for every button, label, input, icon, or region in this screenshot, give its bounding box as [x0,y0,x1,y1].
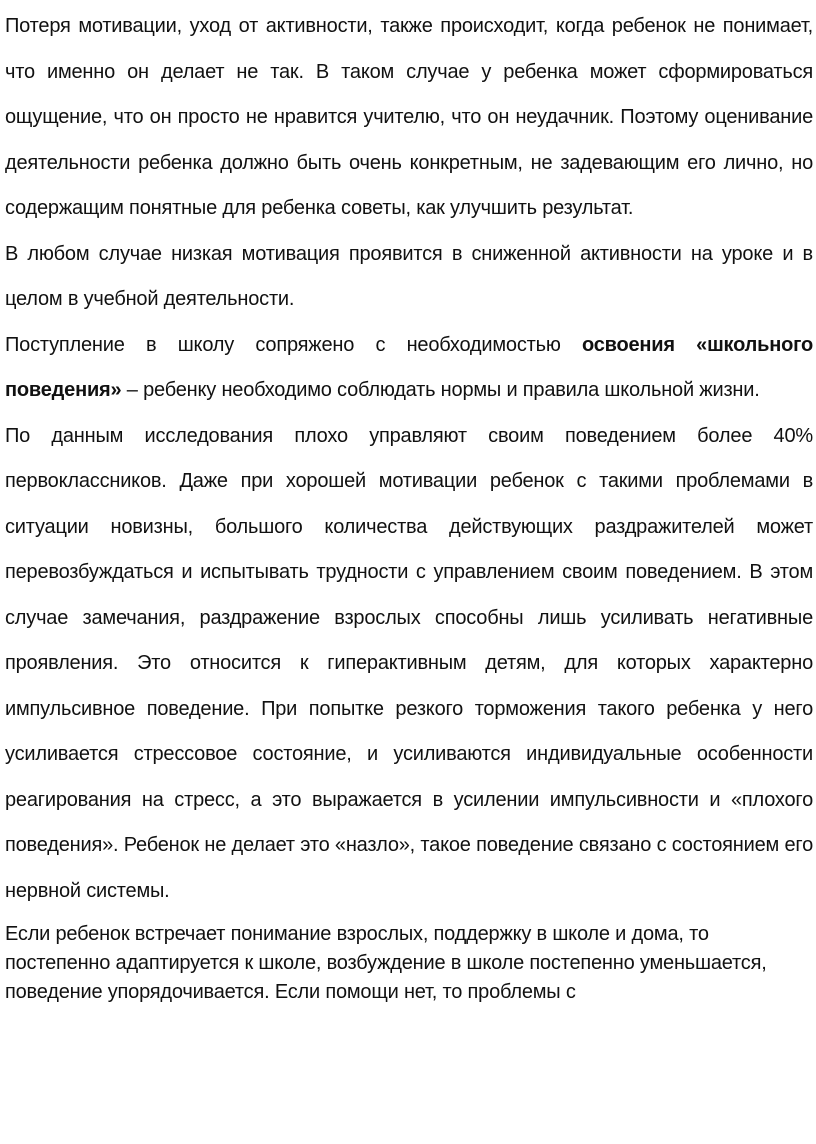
paragraph-adaptation: Если ребенок встречает понимание взрослых, поддержку в школе и дома, то постепенно адаптируется к школе, возбуждение в школе постепенно уменьшается, поведение упорядочивается. Если помощи нет, то проблемы с [5,923,767,1003]
paragraph-low-motivation: В любом случае низкая мотивация проявится в сниженной активности на уроке и в целом в учебной деятельности. [5,242,813,310]
paragraph-school-behavior-intro: Поступление в школу сопряжено с необходимостью [5,333,582,356]
document-body [5,4,813,1027]
paragraph-school-behavior-rest: – ребенку необходимо соблюдать нормы и правила школьной жизни. [121,379,760,401]
paragraph-school-behavior [5,323,813,414]
school-behavior-emphasis: освоения «школьного поведения» [5,333,813,401]
paragraph-research-behavior: По данным исследования плохо управляют своим поведением более 40% первоклассников. Даже при хорошей мотивации ребенок с такими проблемами в ситуации новизны, большого количества действующих раздражителей может перевозбуждаться и испытывать трудности с управлением своим поведением. В этом случае замечания, раздражение взрослых способны лишь усиливать негативные проявления. Это относится к гиперактивным детям, для которых характерно импульсивное поведение. При попытке резкого торможения такого ребенка у него усиливается стрессовое состояние, и усиливаются индивидуальные особенности реагирования на стресс, а это выражается в усилении импульсивности и «плохого поведения». Ребенок не делает это «назло», такое поведение связано с состоянием его нервной системы. [5,424,813,902]
paragraph-motivation-loss: Потеря мотивации, уход от активности, также происходит, когда ребенок не понимает, что именно он делает не так. В таком случае у ребенка может сформироваться ощущение, что он просто не нравится учителю, что он неудачник. Поэтому оценивание деятельности ребенка должно быть очень конкретным, не задевающим его лично, но содержащим понятные для ребенка советы, как улучшить результат. [5,15,813,219]
